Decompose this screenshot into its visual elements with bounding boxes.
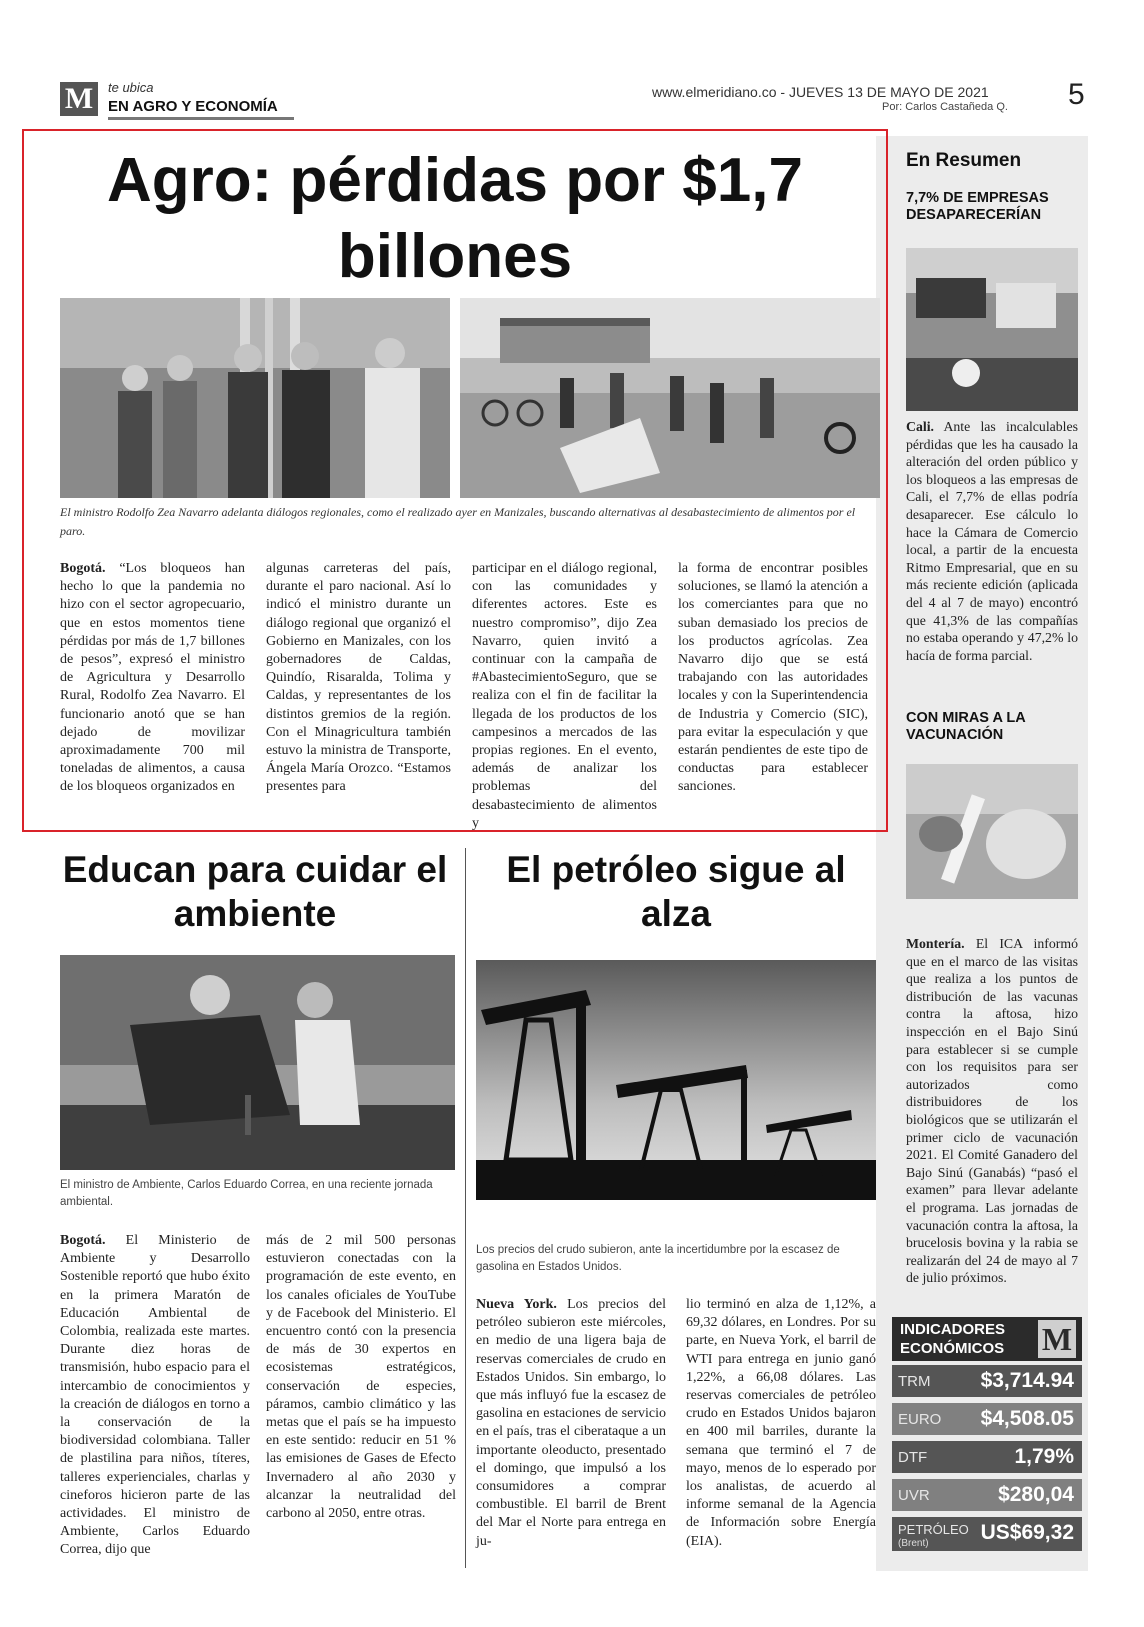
dateline: www.elmeridiano.co - JUEVES 13 DE MAYO DE 2021 xyxy=(652,84,989,100)
indicator-trm xyxy=(892,1365,1082,1397)
environment-column-1-text: El Ministerio de Ambiente y Desarrollo Sostenible reportó que hubo éxito en la primera Maratón de Educación Ambiental de Colombia, realizada este martes. Durante diez horas de transmisión, hubo espacio para el intercambio de conocimientos y la creación de diálogos en torno a la conservación de la biodiversidad colombiana. Taller de plastilina para niños, títeres, talleres experienciales, charlas y cineforos hicieron parte de las actividades. El ministro de Ambiente, Carlos Eduardo Correa, dijo que xyxy=(60,1233,250,1558)
oil-dateline-city: Nueva York. xyxy=(476,1297,557,1312)
oil-pumpjacks-photo-art xyxy=(476,960,876,1200)
indicator-value: US$69,32 xyxy=(980,1521,1074,1544)
indicators-header xyxy=(892,1317,1082,1361)
environment-photo-caption: El ministro de Ambiente, Carlos Eduardo Correa, en una reciente jornada ambiental. xyxy=(60,1179,433,1208)
indicator-value: $4,508.05 xyxy=(980,1407,1074,1430)
indicator-sublabel: (Brent) xyxy=(898,1538,929,1549)
indicators-title-line-1: INDICADORES xyxy=(900,1321,1006,1338)
indicator-label: PETRÓLEO xyxy=(898,1522,969,1537)
tagline: te ubica xyxy=(108,80,154,95)
main-column-1 xyxy=(60,560,245,797)
indicator-label: TRM xyxy=(898,1373,931,1390)
main-column-1-text: “Los bloqueos han hecho lo que la pandemia no hizo con el sector agropecuario, que en estos momentos tiene pérdidas por más de 1,7 billones de pesos”, expresó el ministro de Agricultura y Desarrollo Rural, Rodolfo Zea Navarro. El funcionario anotó que se han dejado de movilizar aproximadamente 700 mil toneladas de alimentos, a causa de los bloqueos organizados en xyxy=(60,561,246,795)
indicators-logo: M xyxy=(1038,1320,1076,1358)
section-underline xyxy=(108,117,294,120)
main-column-2: algunas carreteras del país, durante el paro nacional. Así lo indicó el ministro durante un diálogo regional que organizó el Gobierno en Manizales, con los gobernadores de Caldas, Quindío, Risaralda, Tolima y Caldas, y representantes de los distintos gremios de la región. Con el Minagricultura también estuvo la ministra de Transporte, Ángela María Orozco. “Estamos presentes para xyxy=(266,561,451,795)
column-divider xyxy=(465,848,466,1568)
sidebar-item-2-city: Montería. xyxy=(906,936,965,951)
indicators-title-line-2: ECONÓMICOS xyxy=(900,1340,1005,1357)
oil-column-1 xyxy=(476,1296,666,1551)
tree-planting-photo-art xyxy=(60,955,455,1170)
indicator-label: EURO xyxy=(898,1411,942,1428)
page-number: 5 xyxy=(1068,78,1085,111)
cattle-vaccination-photo xyxy=(906,764,1078,899)
environment-dateline-city: Bogotá. xyxy=(60,1233,106,1248)
sidebar-item-2-heading: CON MIRAS A LA VACUNACIÓN xyxy=(906,710,1026,743)
indicator-value: 1,79% xyxy=(1014,1445,1074,1468)
oil-headline: El petróleo sigue al alza xyxy=(506,849,846,934)
blockade-photo-art xyxy=(460,298,880,498)
main-column-4: la forma de encontrar posibles soluciones, se llamó la atención a los comerciantes para que no suban demasiado los precios de los productos agrícolas. Zea Navarro dijo que se está trabajando con las autoridades locales y con la Superintendencia de Industria y Comercio (SIC), para evitar la especulación y que estarán pendientes de este tipo de conductas para establecer sanciones. xyxy=(678,561,868,795)
main-dateline-city: Bogotá. xyxy=(60,561,106,576)
sidebar-title: En Resumen xyxy=(906,150,1022,171)
indicator-value: $280,04 xyxy=(998,1483,1074,1506)
newspaper-logo: M xyxy=(60,82,98,116)
environment-column-1 xyxy=(60,1232,250,1560)
environment-column-2: más de 2 mil 500 personas estuvieron conectadas con la programación de este evento, en los canales oficiales de YouTube y de Facebook del Ministerio. El encuentro contó con la presencia de más de 30 expertos en ecosistemas estratégicos, conservación de especies, páramos, cambio climático y las metas que el país se ha impuesto en este sentido: reducir en 51 % las emisiones de Gases de Efecto Invernadero al año 2030 y alcanzar la neutralidad del carbono al 2050, entre otras. xyxy=(266,1233,456,1522)
cali-trucks-photo xyxy=(906,248,1078,411)
sidebar-item-2-body: El ICA informó que en el marco de las visitas que realiza a los puntos de distribución de las vacunas contra la aftosa, hizo inspección en el Bajo Sinú para establecer si se cumple con los requisitos para ser autorizados como distribuidores de los biológicos que se utilizarán el primer ciclo de vacunación 2021. El Comité Ganadero del Bajo Sinú (Ganabás) “pasó el examen” para llevar adelante el programa. Las jornadas de vacunación contra la aftosa, la brucelosis bovina y la rabia se realizarán del 24 de mayo al 7 de julio próximos. xyxy=(906,936,1079,1286)
minister-meeting-photo xyxy=(60,298,450,498)
indicator-uvr xyxy=(892,1479,1082,1511)
section-title: EN AGRO Y ECONOMÍA xyxy=(108,98,278,115)
indicator-value: $3,714.94 xyxy=(980,1369,1074,1392)
oil-photo-caption: Los precios del crudo subieron, ante la incertidumbre por la escasez de gasolina en Estados Unidos. xyxy=(476,1244,840,1273)
oil-column-2: lio terminó en alza de 1,12%, a 69,32 dólares, en Londres. Por su parte, en Nueva York, el barril de WTI para entrega en junio ganó 1,22%, a 66,08 dólares. Las reservas comerciales de petróleo crudo en Estados Unidos bajaron en 400 mil barriles, durante la semana que terminó el 7 de mayo, menos de lo esperado por los analistas, de acuerdo al informe semanal de la Agencia de Información sobre Energía (EIA). xyxy=(686,1297,876,1549)
trucks-photo-art xyxy=(906,248,1078,411)
oil-pumps-photo xyxy=(476,960,876,1200)
indicator-oil xyxy=(892,1517,1082,1551)
indicator-euro xyxy=(892,1403,1082,1435)
environment-photo xyxy=(60,955,455,1170)
sidebar-item-1-text xyxy=(906,418,1078,664)
environment-headline: Educan para cuidar el ambiente xyxy=(62,849,448,934)
meeting-photo-art xyxy=(60,298,450,498)
main-column-3: participar en el diálogo regional, con las comunidades y diferentes actores. Este es nuestro compromiso”, dijo Zea Navarro, quien invitó a continuar con la campaña de #AbastecimientoSeguro, que se realiza con el fin de facilitar la llegada de los productos de los campesinos a mercados de las propias regiones. En el evento, además de analizar los problemas del desabastecimiento de alimentos y xyxy=(472,561,657,831)
oil-column-1-text: Los precios del petróleo subieron este miércoles, en medio de una ligera baja de reservas comerciales de crudo en Estados Unidos. Sin embargo, lo que más influyó fue la escasez de gasolina en estaciones de servicio en el país, tras el ciberataque a un importante oleoducto, presentado el domingo, que impulsó a los consumidores a comprar combustible. El barril de Brent del Mar el Norte para entrega en ju- xyxy=(476,1297,666,1549)
sidebar-item-1-city: Cali. xyxy=(906,419,934,434)
sidebar-item-1-heading: 7,7% DE EMPRESAS DESAPARECERÍAN xyxy=(906,190,1049,223)
main-headline: Agro: pérdidas por $1,7 billones xyxy=(107,146,803,291)
sidebar-item-2-text xyxy=(906,935,1078,1287)
byline: Por: Carlos Castañeda Q. xyxy=(882,101,1008,113)
sidebar-item-1-body: Ante las incalculables pérdidas que les ha causado la alteración del orden público y los bloqueos a las empresas de Cali, el 7,7% de ellas podría desaparecer. Ese cálculo lo hace la Cámara de Comercio local, a partir de la encuesta Ritmo Empresarial, que en su más reciente edición (aplicada del 4 al 7 de mayo) encontró que 41,3% de las compañías no estaba operando y 47,2% lo hacía de forma parcial. xyxy=(906,419,1078,663)
indicator-label: DTF xyxy=(898,1449,928,1466)
indicator-dtf xyxy=(892,1441,1082,1473)
vaccine-photo-art xyxy=(906,764,1078,899)
indicator-label: UVR xyxy=(898,1487,930,1504)
road-blockade-photo xyxy=(460,298,880,498)
main-photo-caption: El ministro Rodolfo Zea Navarro adelanta diálogos regionales, como el realizado ayer en Manizales, buscando alternativas al desabastecimiento de alimentos por el paro. xyxy=(60,505,856,538)
